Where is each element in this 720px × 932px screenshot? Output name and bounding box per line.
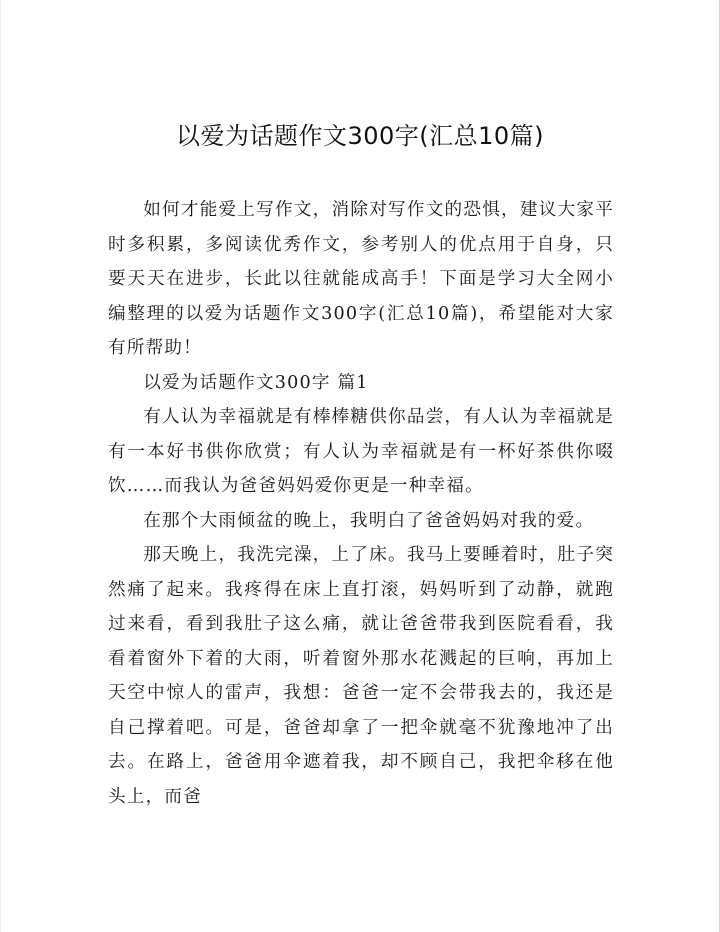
- body-paragraph-2: 在那个大雨倾盆的晚上，我明白了爸爸妈妈对我的爱。: [143, 510, 595, 531]
- body-paragraph-1: 有人认为幸福就是有棒棒糖供你品尝，有人认为幸福就是有一本好书供你欣赏；有人认为幸福就是有一杯好茶供你啜饮……而我认为爸爸妈妈爱你更是一种幸福。: [108, 407, 614, 496]
- section-heading: 以爱为话题作文300字 篇1: [143, 372, 369, 393]
- body-paragraph-3: 那天晚上，我洗完澡，上了床。我马上要睡着时，肚子突然痛了起来。我疼得在床上直打滚，妈妈听到了动静，就跑过来看，看到我肚子这么痛，就让爸爸带我到医院看看，我看着窗外下着的大雨，听着窗外那水花溅起的巨响，再加上天空中惊人的雷声，我想：爸爸一定不会带我去的，我还是自己撑着吧。可是，爸爸却拿了一把伞就毫不犹豫地冲了出去。在路上，爸爸用伞遮着我，却不顾自己，我把伞移在他头上，而爸: [108, 545, 614, 807]
- document-body: [108, 193, 614, 814]
- intro-paragraph: 如何才能爱上写作文，消除对写作文的恐惧，建议大家平时多积累，多阅读优秀作文，参考别人的优点用于自身，只要天天在进步，长此以往就能成高手！下面是学习大全网小编整理的以爱为话题作文300字(汇总10篇)，希望能对大家有所帮助！: [108, 200, 614, 358]
- document-title: 以爱为话题作文300字(汇总10篇): [175, 122, 545, 150]
